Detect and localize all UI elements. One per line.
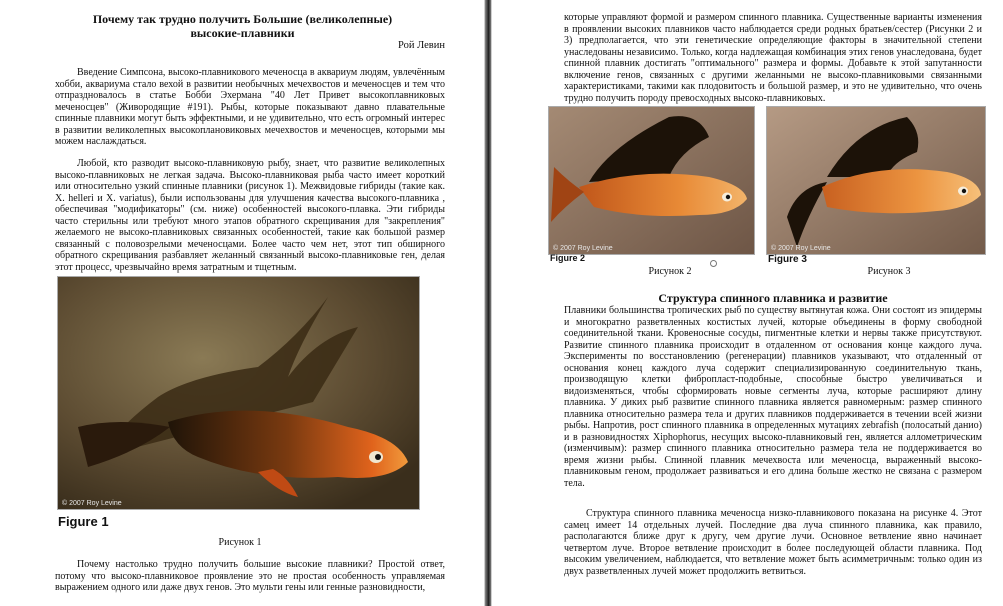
figure-3-caption: Рисунок 3 xyxy=(867,266,911,277)
body-paragraph-2: Любой, кто разводит высоко-плавниковую рыбу, знает, что развитие великолепных высоко-плавниковых не легкая задача. Высоко-плавниковая рыба часто имеет короткий или относительно узкий спинные плавники (рисунок 1). Межвидовые гибриды (такие как. X. helleri и X. variatus), были использованы для улучшения качества высокого-плавника , обеспечивая "модификаторы" (см. ниже) особенностей высокого-плавка. Эти гибриды часто стерильны или требуют много этапов обратного скрещивания для "закрепления" желаемого не высоко-плавниковых связанных особенностей, такие как большой размер связанный с половозрелыми меченосцами. Более часто чем нет, этот тип обширного обратного скрещивания разбавляет желанный связанный высоко-плавниковые ген, делая этот процесс, чрезвычайно время затратным и тщетным. xyxy=(55,158,445,273)
figure-2-caption: Рисунок 2 xyxy=(648,266,692,277)
page-marker-icon xyxy=(710,260,717,267)
continued-paragraph: которые управляют формой и размером спинного плавника. Существенные варианты изменения в проявлении высоких плавников часто наблюдается среди родных братьев/сестер (Рисунки 2 и 3) предполагается, что эти генетические определяющие факторы в значительной степени унаследованы независимо. Только, когда надлежащая комбинация этих генов унаследована, будет спинной плавник достигать "оптимального" размера и формы. Добавьте к этой запутанности включение генов, связанных с другими желанными не высоко-плавниковыми связанными характеристиками, такими как плодовитость и большой размер, и это не удивительно, что очень трудно получить породу превосходных высоко-плавниковых. xyxy=(564,12,982,104)
figure-3-photo xyxy=(766,106,986,255)
photo-3-copyright: © 2007 Roy Levine xyxy=(771,245,831,252)
section-paragraph-1: Плавники большинства тропических рыб по существу вытянутая кожа. Они состоят из эпидермы и многократно разветвленных костистых лучей, которые объединены в форму свободной соединительной ткани. Кровеносные сосуды, пигментные клетки и нервы также присутствуют. Развитие спинного плавника происходит в отдаленном от основания конце каждого луча. Эксперименты по восстановлению (регенерации) плавников указывают, что отдаленный от основания конец каждого луча содержит специализированную соединительную ткань, производящую клетки фибропласт-подобные, способные быстро увеличиваться и видоизменяться, чтобы сформировать новые сегменты луча, которые расширяют длину плавника. У диких рыб развитие спинного плавника является равномерным: размер спинного плавника относительно размера тела и других плавников поддерживается в течении всей жизни рыбы. Напротив, рост спинного плавника в определенных мутациях zebrafish (полосатый данио) и в разновидностях Xiphophorus, несущих высоко-плавниковый ген, является аллометрическим (изменчивым): размер спинного плавника относительно размера тела не поддерживается во время жизни рыбы. Спинной плавник мечехвоста или меченосца, выраженный высоко-плавниковым геном, продолжает развиваться и его длина больше жестко не связана с размером тела. xyxy=(564,305,982,489)
photo-2-copyright: © 2007 Roy Levine xyxy=(553,245,613,252)
section-paragraph-2: Структура спинного плавника меченосца низко-плавникового показана на рисунке 4. Этот самец имеет 14 отдельных лучей. Последние два луча спинного плавника, как правило, располагаются ближе друг к другу, чем другие лучи. Основное ветвление явно начинает четвертом луче. Второе ветвление происходит в более последующей области плавника. Под высоким увеличением, наблюдается, что ветвление может быть асимметричным: только один из двух разветвленных лучей может продолжить ветвиться. xyxy=(564,508,982,577)
left-page xyxy=(0,0,485,606)
figure-2-label: Figure 2 xyxy=(550,253,586,263)
article-title xyxy=(40,12,445,40)
figure-2-photo xyxy=(548,106,755,255)
body-paragraph-3: Почему настолько трудно получить большие высокие плавники? Простой ответ, потому что высоко-плавниковое проявление это не простая особенность управляемая выражением одного или даже двух генов. Это мульти гены или генные разновидности, xyxy=(55,559,445,593)
right-page xyxy=(491,0,1003,606)
figure-1-photo xyxy=(57,276,420,510)
figure-1-label: Figure 1 xyxy=(58,514,109,529)
fish-photo-icon xyxy=(767,107,985,254)
fish-photo-icon xyxy=(58,277,419,509)
title-line-1: Почему так трудно получить Большие (великолепные) xyxy=(92,12,393,26)
photo-1-copyright: © 2007 Roy Levine xyxy=(62,500,122,507)
figure-3-label: Figure 3 xyxy=(768,254,807,265)
title-line-2: высокие-плавники xyxy=(190,26,295,40)
section-heading: Структура спинного плавника и развитие xyxy=(658,291,888,305)
figure-1-caption: Рисунок 1 xyxy=(218,537,262,548)
intro-paragraph: Введение Симпсона, высоко-плавникового меченосца в аквариум людям, увлечённым хобби, аквариума стало вехой в развитии необычных мечехвостов и меченосцев и тем что отпраздновалось в статье Бобби Эхермана "40 Лет Привет высокоплавниковых меченосцев" (Живородящие #191). Рыбы, которые показывают давно плавательные спинные плавники могут быть эффектными, и не удивительно, что есть огромный интерес в развитии великолепных высокоплановиковых мечехвостов и меченосцев, которыми мы можем наслаждаться. xyxy=(55,67,445,147)
fish-photo-icon xyxy=(549,107,754,254)
author-name: Рой Левин xyxy=(398,40,445,51)
